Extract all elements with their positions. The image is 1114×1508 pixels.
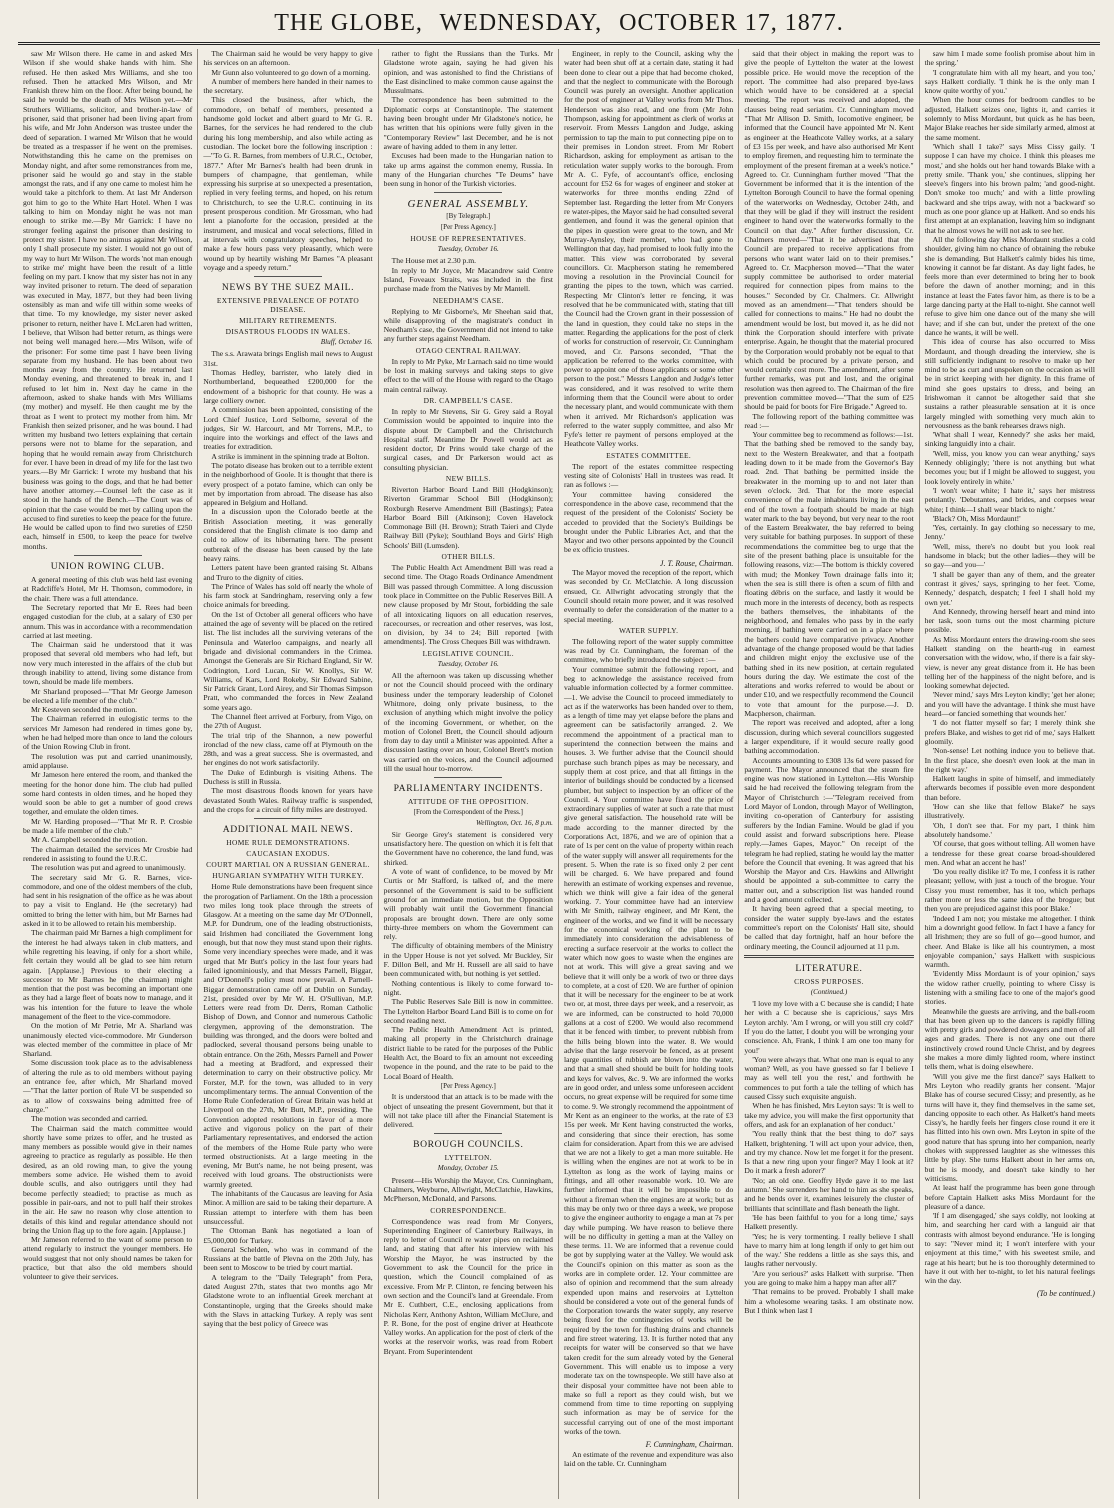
subheadline: OTHER BILLS. (441, 552, 496, 562)
subheadline: EXTENSIVE PREVALENCE OF POTATO DISEASE. (216, 296, 360, 315)
paragraph: rather to fight the Russians than the Turks. Mr Gladstone wrote again, saying he had given his opinion, and was astonished to find the Christians of the East disinclined to make common cause against the Mussulmans. (383, 49, 553, 96)
paragraph: Meanwhile the guests are arriving, and the ball-room that has been given up to the dancers is rapidly filling with pretty girls and powdered dowagers and men of all ages and grades. There is not any one out there instinctively crowd round Uncle Christ, and by degrees she makes a more dimly lighted room, where instinct tells them, what is doing elsewhere. (924, 1006, 1095, 1072)
paragraph: The Public Health Amendment Act is printed, making all property in the Christchurch drainage district liable to be rated for the purposes of the Public Health Act, the Board to fix an amount not exceeding twopence in the pound, and the rate to be paid to the Local Board of Health. (383, 1025, 553, 1081)
paragraph: saw Mr Wilson there. He came in and asked Mrs Wilson if she would shake hands with him. She refused. He then asked Mrs Williams, and she too refused. Then he attacked Mrs Wilson, and Mr Frankish threw him on the floor. After being bound, he said he would be the death of Mrs Wilson yet.—Mr Struthers Williams, solicitor, and brother-in-law of prisoner, said that prisoner had been living apart from his wife, and Mr John Anderson was trustee under the deed of separation. I warned Mr Wilson that he would be treated as a trespasser if he went on the premises. Notwithstanding this he came on the premises on Monday night, and after some remonstrances from me, prisoner said he would go and stay in the stable amongst the rats, and if any one came to molest him he would take a pitchfork to them. At last Mr Anderson got him to go to the White Hart Hotel. When I was talking to him on Monday night he was not man enough to strike me.—By Mr Garrick: I have no stronger feeling against the prisoner than desiring to protect my sister. I have no animus against Mr Wilson, only I shall prosecute my sister. I would not go out of my way to hurt Mr Wilson. The words 'not man enough to strike me' might have been the result of a little feeling on my part. I know that my sister has not in any way invited prisoner to return. The deed of separation was executed in May, 1877, but they had been living ostensibly as man and wife till within some weeks of that time. To my knowledge, my sister never asked prisoner to return, neither have I. McLaren had written, I believe, that Wilson had better return, as things were not being well managed here.—Mrs Wilson, wife of the prisoner: For some time past I have been living separate from my husband. He has been about two months away from the country. He returned last Monday evening, and threatened to break in, and I refused to let him in. Next day he came in the afternoon, asked to shake hands with Mrs Williams (my mother) and myself. He then caught me by the throat as I went to protect my mother from him. Mr Frankish then seized prisoner, and he was bound. I had written my husband two letters explaining that certain persons were not to blame for the separation, and hoping that he would remain away from Christchurch for ever. I have been in dread of my life for the last two years.—By Mr Garrick: I wrote my husband that his business was going to the dogs, and that he had better have another attorney.—Counsel left the case as it stood in the hands of the Bench.—The Court was of opinion that the case would be met by calling upon the accused to find sureties to keep the peace for the future. He would be called upon to find two sureties of £250 each, himself in £500, to keep the peace for twelve months. (23, 49, 193, 551)
paragraph: Mr Kesteven seconded the motion. (31, 705, 138, 715)
paragraph: 'I shall be gayer than any of them, and the greater contrast it gives,' says, springing to her feet. 'Come, Kennedy,' despatch, despatch; I feel I shall hold my own yet.' (924, 569, 1095, 607)
paragraph: The report was received and adopted, after a long discussion, during which several councillors suggested a larger expenditure, if it would secure really good bathing accommodation. (744, 718, 914, 756)
paragraph: 'I do not flatter myself so far; I merely think she prefers Blake, and wishes to get rid of me,' says Halkett gloomily. (924, 718, 1095, 746)
paragraph: Replying to Mr Gisborne's, Mr Sheehan said that, while disapproving of the magistrate's conduct in Needham's case, the Government did not intend to take any further steps against Needham. (383, 306, 553, 344)
paragraph: A telegram to the "Daily Telegraph" from Pera, dated August 27th, states that two months ago Mr Gladstone wrote to an influential Greek merchant at Constantinople, urging that the Greeks should make with the Slavs in attacking Turkey. A reply was sent saying that the best policy of Greece was (203, 1272, 373, 1329)
paragraph: 'Yes; he is very tormenting. I really believe I shall have to marry him at long length if only to get him out of the way.' She reddens a little as she says this, and laughs rather nervously. (744, 1231, 914, 1269)
paragraph: The Secretary reported that Mr E. Rees had been engaged custodian for the club, at a salary of £30 per annum. This was in accordance with a recommendation carried at last meeting. (23, 602, 193, 640)
paragraph: The motion was seconded and carried. (31, 1114, 148, 1124)
paragraph: Mr Gunn also volunteered to go down of a morning. (211, 67, 371, 77)
subheadline: HUNGARIAN SYMPATHY WITH TURKEY. (212, 871, 364, 881)
paragraph: The Chairman said the match committee would shortly have some prizes to offer, and he trusted as many members as possible would give in their names agreeing to practice as regularly as possible. He then desired, as an old rowing man, to give the young members some advice. He wished them to avoid double sculls, and also outriggers until they had become perfectly steadied; to practise as much as possible in pair-oars, and not to pull half their strokes in the air. He saw no reason why close attention to details of this kind and regular attendance should not bring the Union flag up to the fore again. [Applause.] (23, 1123, 193, 1235)
paragraph: The correspondence has been submitted to the Diplomatic corps at Constantinople. The statement having been brought under Mr Gladstone's notice, he has written that his opinions were fully given in the "Contemporary Review" last December, and he is not aware of having added to them in any letter. (383, 95, 553, 151)
bracket-note: [Per Press Agency.] (440, 1081, 496, 1090)
paragraph: 'How can she like that fellow Blake?' he says illustratively. (924, 802, 1095, 821)
paragraph: This closed the business, after which, the commodore, on behalf of members, presented a handsome gold locket and albert guard to Mr G. R. Barnes, for the services he had rendered to the club during his long membership, and also while acting as custodian. The locket bore the following inscription :—"To G. R. Barnes, from members of U.R.C., October, 1877." After Mr Barnes's health had been drunk in bumpers of champagne, that gentleman, while expressing his surprise at so unexpected a presentation, replied in very feeling terms, and hoped, on his return to Christchurch, to see the U.R.C. continuing in its present prosperous condition. Mr Grossman, who had lent a pianoforte for the occasion, presided at the instrument, and musical and vocal selections, filled in at intervals with congratulatory speeches, helped to make a few hours pass very pleasantly, which were wound up by heartily wishing Mr Barnes "A pleasant voyage and a speedy return." (203, 95, 373, 272)
subheadline: DR. CAMPBELL'S CASE. (423, 395, 514, 405)
paragraph: The most disastrous floods known for years have devastated South Wales. Railway traffic is suspended, and the crops for a circuit of fifty miles are destroyed. (203, 786, 373, 814)
paragraph: The Mayor moved the reception of the report, which was seconded by Cr. McClatchie. A long discussion ensued, Cr. Allwright advocating strongly that the Council should retain more power, and it was resolved eventually to defer the consideration of the matter to a special meeting. (563, 568, 734, 624)
paragraph: It having been agreed that a special meeting, to consider the water supply bye-laws and the estates committee's report on the Colonists' Hall site, should be called that day fortnight, half an hour before the ordinary meeting, the Council adjourned at 11 p.m. (744, 904, 914, 951)
divider (254, 276, 322, 277)
paragraph: At least half the programme has been gone through before Captain Halkett asks Miss Mordaunt for the pleasure of a dance. (924, 1183, 1095, 1211)
column-1 (18, 49, 198, 1499)
paragraph: The potato disease has broken out to a terrible extent in the neighborhood of Goole. It is thought that there is every prospect of a potato famine, which can only be met by importation from abroad. The disease has also appeared in Belgium and Holland. (203, 460, 373, 508)
paragraph: A commission has been appointed, consisting of the Lord Chief Justice, Lord Selborne, several of the judges, Sir W. Harcourt, and Mr Torrens, M.P., to inquire into the workings and effect of the laws and treaties for extradition. (203, 405, 373, 452)
to-be-continued: (To be continued.) (1036, 1289, 1095, 1299)
divider (434, 1133, 502, 1134)
paragraph: The chairman paid Mr Barnes a high compliment for the interest he had always taken in club matters, and while regretting his leaving, if only for a short while, felt certain they would all be glad to see him return again. [Applause.] Previous to their electing a successor to Mr Barnes he (the chairman) might mention that the post was becoming an important one as they had a large fleet of boats now to manage, and it was his intention for the future to leave the whole management of the fleet to the vice-commodore. (23, 928, 193, 1021)
paragraph: The following report of the bathing committee was read :— (744, 411, 914, 430)
headline-literature: LITERATURE. (795, 962, 863, 974)
paragraph: In reply to Mr Stevens, Sir G. Grey said a Royal Commission would be appointed to inquire into the dispute about Dr Campbell and the Christchurch Hospital staff. Meantime Dr Powell would act as resident doctor, Dr Prins would take charge of the surgical cases, and Dr Parkerson would act as consulting physician. (383, 406, 553, 472)
paragraph: The resolution was put and carried unanimously, amid applause. (23, 751, 193, 770)
dateline: Tuesday, October 16. (437, 659, 499, 668)
paragraph: Some discussion took place as to the advisableness of altering the rule as to old members without paying an entrance fee, after which, Mr Sharland moved—"That the latter portion of Rule VI be suspended so as to allow of coxswains being admitted free of charge." (23, 1058, 193, 1114)
paragraph: 'Oh, I don't see that. For my part, I think him absolutely handsome.' (924, 820, 1095, 839)
paragraph: Mr W. Harding proposed—"That Mr R. P. Crosbie be made a life member of the club." (23, 816, 193, 836)
paragraph: Correspondence was read from Mr Conyers, Superintending Engineer of Canterbury Railways, in reply to letter of Council re water pipes on reclaimed land, and stating that after his interview with his Worship the Mayor, he was instructed by the Government to ask the Council for the price in question, which the Council complained of as excessive. From Mr P. Clinton, re fencing between his own section and the Council's land at Greendale. From Mr E. Cuthbert, C.E., enclosing applications from Nicholas Kerr, Anthony Ashton, William McClure, and P. R. Bone, for the post of engine driver at Heathcote Valley works. An application for the post of clerk of the works at the reservoir works, was read from Robert Bryant. From Superintendent (383, 1216, 553, 1356)
paragraph: The Chairman referred in eulogistic terms to the services Mr Jameson had rendered in times gone by, when he had helped more than once to land the colours of the Union Rowing Club in front. (23, 714, 193, 752)
paper-name: THE GLOBE, (274, 10, 423, 36)
masthead (18, 8, 1100, 45)
paragraph: 'Evidently Miss Mordaunt is of your opinion,' says the widow rather cruelly, pointing to where Cissy is listening with a smiling face to one of the major's good stories. (924, 969, 1095, 1007)
paragraph: 'Do you really dislike it? To me, I confess it is rather pleasant; yellow, with just a touch of the brogue. Your Cissy you must remember, has it too, which perhaps rather more or less the same idea of the brogue; but then you are prejudiced against this poor Blake.' (924, 867, 1095, 914)
paragraph: 'Will you give me the first dance?' says Halkett to Mrs Leyton who readily grants her consent. 'Major Blake has of course secured Cissy; and presently, as he turns will have it, they find themselves in the same set, dancing opposite to each other. As Halkett's hand meets Cissy's, he hardly feels her fingers close round it ere it has flitted into his own own. Mrs Leyton in spite of the good nature that has sprung into her companion, nearly chokes with suppressed laughter as she witnesses this little by play. She turns Halkett about in her arms on, but he is moody, and doesn't take kindly to her witticisms. (924, 1071, 1095, 1183)
dateline: Monday, October 15. (437, 1164, 499, 1173)
subheadline: ATTITUDE OF THE OPPOSITION. (407, 797, 529, 807)
paragraph: Thomas Hedley, barrister, who lately died in Northumberland, bequeathed £200,000 for the endowment of a bishopric for that county. He was a large colliery owner. (203, 368, 373, 405)
headline-general-assembly: GENERAL ASSEMBLY. (407, 198, 530, 211)
subheadline: CROSS PURPOSES. (794, 976, 864, 986)
paragraph: 'I won't wear white; I hate it,' says her mistress petulantly. 'Debutantes, and brides, and corpses wear white; I think—I shall wear black to night.' (924, 485, 1095, 514)
paragraph: Mr Jameson referred to the want of some person to attend regularly to instruct the younger members. He would suggest that not only should names be taken for practice, but that also the old members should volunteer to give their services. (23, 1235, 193, 1282)
paragraph: The Duke of Edinburgh is visiting Athens. The Duchess is still in Russia. (203, 767, 373, 787)
paragraph: The House met at 2.30 p.m. (391, 256, 477, 266)
paragraph: The Channel fleet arrived at Forbury, from Vigo, on the 27th of August. (203, 712, 373, 731)
paragraph: On the 1st of October all general officers who have attained the age of seventy will be placed on the retired list. The list includes all the surviving veterans of the Peninsula and Waterloo campaigns, and nearly all brigade and divisional commanders in the Crimea. Amongst the Generals are Sir Richard England, Sir W. Codrington, Lord Lucan, Sir W. Knollys, Sir W. Williams, of Kars, Lord Rokeby, Sir Edward Sabine, Sir Patrick Grant, Lord Airey, and Sir Thomas Simpson Pratt, who commanded the forces in New Zealand some years ago. (203, 609, 373, 712)
divider (434, 777, 502, 778)
paragraph: 'What shall I wear, Kennedy?' she asks her maid, sinking languidly into a chair. (924, 430, 1095, 449)
column-6 (920, 49, 1100, 1499)
paragraph: The report of the estates committee respecting vesting site of Colonists' Hall in trustees was read. It ran as follows :— (563, 461, 734, 490)
paragraph: When he has finished, Mrs Leyton says: 'It is well to take my advice, you will make the first opportunity that offers, and ask for an explanation of her conduct.' (744, 1101, 914, 1129)
subheadline: WATER SUPPLY. (618, 625, 679, 635)
paragraph: In a discussion upon the Colorado beetle at the British Association meeting, it was generally considered that the English climate is too damp and cold to allow of its hibernating here. The present outbreak of the disease has been caused by the late heavy rains. (203, 507, 373, 563)
paragraph: A vote of want of confidence, to be moved by Mr Curtis or Mr Stafford, is talked of, and the mere personnel of the Government is said to be sufficient ground for an immediate motion, but the Opposition will probably wait until the Government financial proposals are brought down. There are only some thirty-three members on whom the Government can rely. (383, 867, 553, 942)
subheadline: OTAGO CENTRAL RAILWAY. (415, 345, 521, 355)
paragraph: The s.s. Arawata brings English mail news to August 31st. (203, 349, 373, 368)
divider (254, 818, 322, 819)
column-3 (379, 49, 559, 1499)
paragraph: 'Are you serious?' asks Halkett with surprise. 'Then you are going to make him a happy man after all?' (744, 1268, 914, 1287)
headline-union-rowing-club: UNION ROWING CLUB. (50, 561, 165, 573)
paragraph: The secretary said Mr G. R. Barnes, vice-commodore, and one of the oldest members of the club, had sent in his resignation of the office as he was about to pay a visit to England. He (the secretary) had omitted to bring the letter with him, but Mr Barnes had asked in it to be allowed to retain his membership. (23, 872, 193, 929)
paragraph: 'Indeed I am not; you mistake me altogether. I think him a downright good fellow. In fact I have a fancy for all Irishmen; they are so full of go—good humor, and cheer. And Blake is like all his countrymen, a most enjoyable companion,' says Halkett with suspicious warmth. (924, 913, 1095, 970)
subheadline: COURT MARTIAL ON A RUSSIAN GENERAL. (206, 860, 370, 870)
paragraph: 'Yes, certainly. In gay clothing so necessary to me, Jenny.' (924, 523, 1095, 542)
subheadline: HOME RULE DEMONSTRATIONS. (226, 838, 350, 848)
subheadline: LEGISLATIVE COUNCIL. (422, 648, 514, 658)
paragraph: As Miss Mordaunt enters the drawing-room she sees Halkett standing on the hearth-rug in earnest conversation with the widow, who, if there is a fair sky-view, is never any great distance from it. He has been telling her of the happiness of the night before, and is looking somewhat dejected. (924, 634, 1095, 691)
paragraph: 'You really think that the best thing to do?' says Halkett, brightening. 'I will act upon your advice, then, and try my chance. Now let me forget it for the present. Is that a new ring upon your finger? May I look at it? Do it mark a fresh adorer?' (744, 1129, 914, 1176)
paragraph: 'Non-sense! Let nothing induce you to believe that. In the first place, she doesn't even look at the man in the right way.' (924, 746, 1095, 774)
headline-suez-mail: NEWS BY THE SUEZ MAIL. (221, 282, 355, 294)
divider (744, 955, 913, 958)
paragraph: The inhabitants of the Caucasus are leaving for Asia Minor. A million are said to be taking their departure. A Russian attempt to interfere with them has been unsuccessful. (203, 1189, 373, 1226)
dateline: Tuesday, October 16. (437, 245, 499, 254)
paragraph: A general meeting of this club was held last evening at Radcliffe's Hotel, Mr H. Thomson, commodore, in the chair. There was a full attendance. (23, 575, 193, 603)
paper-date: OCTOBER 17, 1877. (619, 10, 844, 36)
dateline: Bluff, October 16. (320, 338, 373, 347)
paragraph: 'No; an old one. Geoffry Hyde gave it to me last autumn.' She surrenders her hand to him as she speaks, and he bends over it, examines leisurely the cluster of brilliants that scintillate and flash beneath the light. (744, 1175, 914, 1213)
divider (74, 555, 142, 556)
paragraph: Accounts amounting to £308 13s 6d were passed for payment. The Mayor announced that the steam fire engine was now stationed in Lyttelton.—His Worship said he had received the following telegram from the Mayor of Christchurch :—"Telegram received from Lord Mayor of London, through Mayor of Wellington, inviting co-operation of Canterbury for assisting sufferers by the Indian Famine. Would be glad if you could assist and forward subscriptions here. Please reply.—James Gapes, Mayor." On receipt of the telegram he had replied, stating he would lay the matter before the Council that evening. It was agreed that his Worship the Mayor and Crs. Hawkins and Allwright should be appointed a sub-committee to carry the matter out, and a subscription list was handed round and a good amount collected. (744, 755, 914, 905)
headline-borough-councils: BOROUGH COUNCILS. (413, 1139, 524, 1151)
paragraph: 'He has been faithful to you for a long time,' says Halkett presently. (744, 1212, 914, 1232)
paragraph: When the hour comes for bedroom candles to be adjusted, Halkett seizes one, lights it, and carries it solemnly to Miss Mordaunt, but quick as he has been, Major Blake reaches her side similarly armed, almost at the same moment. (924, 95, 1095, 142)
subheadline: CORRESPONDENCE. (430, 1205, 507, 1215)
paragraph: Your committee beg to recommend as follows:—1st. That the bathing shed be removed to the sandy bay, next to the Western Breakwater, and that a footpath leading down to it be made from the Governor's Bay road. 2nd. That bathing be permitted inside the breakwater in the morning up to and not later than seven o'clock. 3rd. That for the more especial convenience of the male inhabitants living in the east end of the town a footpath should be made at high water mark to the bay beyond, but very near to the root of the Eastern Breakwater, the bay referred to being very suitable for bathing purposes. In support of these recommendations the committee beg to urge that the site of the present bathing place is unsuitable for the following reasons, viz:—The bottom is thickly covered with mud; the Monkey Town drainage falls into it; when the sea is still there is often a scum of filth and floating débris on the surface, and lastly it would be much more in the interests of decency, both as respects the bathers themselves, the inhabitants of the neighborhood, and females who pass by in the early morning, if bathing were carried on in a place where the bathers could have comparative privacy. Another advantage of the change proposed would be that ladies and children might enjoy the exclusive use of the bathing shed in its new position, at certain regulated hours during the day. We estimate the cost of the alterations and works referred to would be about or under £10, and we respectfully recommend the Council to vote that amount for the purpose.—J. D. Macpherson, chairman. (744, 430, 914, 719)
bracket-note: [By Telegraph.] (446, 212, 491, 221)
continued-note: (Continued.) (810, 987, 848, 996)
paragraph: The Chairman said he understood that it was proposed that several old members who had left, but now very much interested in the affairs of the club but through inability to attend, living some distance from town, should be made life members. (23, 640, 193, 687)
paragraph: 'If I am disengaged,' she says coldly, not looking at him, and searching her card with a languid air that contrasts with almost beyond endurance. 'He is longing to say: "Never mind it; I won't interfere with your enjoyment at this time," with his sweetest smile, and rage at his heart; but he is too thoroughly determined to have it out with her to-night, to let his natural feelings win the day. (924, 1211, 1095, 1286)
paragraph: This idea of course has also occurred to Miss Mordaunt, and though dreading the interview, she is still sufficiently indignant to resolve to make up her mind to be as curt and unspoken on the occasion as will be in strict keeping with her dignity. In this frame of mind she goes upstairs to dress, and being an Irishwoman it cannot be altogether said that she sustains a rather pleasurable sensation at it is once largely mingled with something very much akin to nervousness as the bank rehearses draws nigh. (924, 337, 1095, 430)
paragraph: The difficulty of obtaining members of the Ministry in the Upper House is not yet solved. Mr Buckley, Sir F. Dillon Bell, and Mr H. Russell are all said to have been communicated with, but nothing is yet settled. (383, 941, 553, 979)
paragraph: said that their object in making the report was to give the people of Lyttelton the water at the lowest possible price. He would move the reception of the report. The committee had also prepared bye-laws which would have to be considered at a special meeting. The report was received and adopted, the clauses being read seriatim. Cr. Cunningham moved "That Mr Allison D. Smith, locomotive engineer, be informed that the Council have appointed Mr N. Kent as engineer at the Heathcote Valley works, at a salary of £3 15s per week, and have also authorised Mr Kent to employ firemen, and requesting him to terminate the employment of the present fireman at a week's notice." Agreed to. Cr. Cunningham further moved "That the Government be informed that it is the intention of the Lyttelton Borough Council to have the formal opening of the waterworks on Wednesday, October 24th, and that they will be glad if they will instruct the resident engineer to hand over the waterworks formally to the Council on that day." After further discussion, Cr. Chalmers moved—"That it be advertised that the Council are prepared to receive applications from persons who want water laid on to their premises." Agreed to. Cr. Macpherson moved—"That the water supply committee be authorised to order material required for connection pipes from mains to the houses." Seconded by Cr. Chalmers. Cr. Allwright moved as an amendment—"That tenders should be called for connections to mains." He had no doubt the amendment would be lost, but moved it, as he did not think the Corporation should interfere with private enterprise. Again, he thought that the material procured by the Corporation would probably not be equal to that which could be procured by a private person, and would certainly cost more. The amendment, after some further remarks, was put and lost, and the original resolution was then agreed to. The Chairman of the fire prevention committee moved—"That the sum of £25 should be paid for boots for Fire Brigade." Agreed to. (744, 49, 914, 412)
paragraph: The trial trip of the Shannon, a new powerful ironclad of the new class, came off at Plymouth on the 28th, and was a great success. She is overmasted, and her engines do not work satisfactorily. (203, 730, 373, 768)
paragraph: Mr A. Campbell seconded the motion. (31, 835, 148, 845)
paragraph: All the following day Miss Mordaunt studies a cold shoulder, giving him no chance of obtaining the rebuke she is demanding. But Halkett's calmly bides his time, knowing it cannot be far distant. As day light fades, he feels more than ever determined to bring her to book before the dawn of another morning; and in this instance at least the Fates favor him, as there is to be a large dancing party at the Hall to-night. She cannot well refuse to give him one dance out of the many she will have; and if she can but, under the pretext of the one dance he wants, it will be well. (924, 234, 1095, 337)
paragraph: Present—His Worship the Mayor, Crs. Cunningham, Chalmers, Weyburne, Allwright, McClatchie, Hawkins, McPherson, McDonald, and Parsons. (383, 1175, 553, 1204)
subheadline: LYTTELTON. (444, 1153, 493, 1163)
paragraph: 'Never mind,' says Mrs Leyton kindly; 'get her alone; and you will have the advantage. I think she must have heard—or fancied something that wounds her.' (924, 690, 1095, 719)
subheadline: CAUCASIAN EXODUS. (246, 849, 330, 859)
paragraph: A number of members here handed in their names to the secretary. (203, 76, 373, 96)
paragraph: The Ottoman Bank has negotiated a loan of £5,000,000 for Turkey. (203, 1226, 373, 1245)
paragraph: The Prince of Wales has sold off nearly the whole of his farm stock at Sandringham, reserving only a few choice animals for breeding. (203, 581, 373, 610)
subheadline: HOUSE OF REPRESENTATIVES. (410, 234, 527, 244)
subheadline: DISASTROUS FLOODS IN WALES. (225, 327, 351, 337)
paragraph: The Public Reserves Sale Bill is now in committee. The Lyttelton Harbor Board Land Bill is to come on for second reading next. (383, 997, 553, 1025)
subheadline: ESTATES COMMITTEE. (606, 450, 692, 460)
headline-additional-mail: ADDITIONAL MAIL NEWS. (222, 824, 354, 836)
paragraph: Riverton Harbor Board Land Bill (Hodgkinson); Riverton Grammar School Bill (Hodgkinson); Roxburgh Reserve Amendment Bill (Bastings); Patea Harbor Board Bill (Atkinson); Coven Havelock Commonage Bill (H. Brown); Strath Taieri and Clyde Railway Bill (Pyke); Southland Boys and Girls' High Schools' Bill (Lumsden). (383, 484, 553, 550)
paragraph: Excuses had been made to the Hungarian nation to take up arms against the common enemy, Russia. In many of the Hungarian churches "Te Deums" have been sung in honor of the Turkish victories. (383, 151, 553, 189)
bracket-note: [From the Correspondent of the Press.] (413, 808, 523, 817)
column-5 (739, 49, 919, 1499)
paragraph: 'Well, miss, there's no doubt but you look real handsome in black; but the other ladies—they will be so gay—and you—' (924, 541, 1095, 570)
paper-day: WEDNESDAY, (439, 10, 603, 36)
bracket-note: [Per Press Agency.] (440, 222, 496, 231)
paragraph: Sir George Grey's statement is considered very unsatisfactory here. The question on which it is felt that the Government have no coherence, the land fund, was shirked. (383, 829, 553, 867)
subheadline: MILITARY RETIREMENTS. (239, 316, 337, 326)
paragraph: Home Rule demonstrations have been frequent since the prorogation of Parliament. On the 18th a procession two miles long took place through the streets of Glasgow. At a meeting on the same day Mr O'Donnell, M.P. for Dundrum, one of the leading obstructionists, said Irishmen had conciliated the Government long enough, but that now they must stand upon their rights. Some very incendiary speeches were made, and it was urged that Mr Butt's policy in the last four years had failed ignominiously, and that Messrs Parnell, Biggar, and O'Donnell's policy must now prevail. A Parnell-Biggar demonstration came off at Dublin on Sunday, 21st, presided over by Mr W. H. O'Sullivan, M.P. Letters were read from Dr. Derrs, Roman Catholic Bishop of Down, and Connor and numerous Catholic clergymen, approving of the demonstration. The building was thronged, and the doors were bolted and padlocked, several thousand persons being unable to obtain entrance. On the 26th, Messrs Parnell and Power had a meeting at Bradford, and expressed their determination to carry on their obstructive policy. Mr Forster, M.P. for the town, was alluded to in very uncomplimentary terms. The annual Convention of the Home Rule Confederation of Great Britain was held at Liverpool on the 27th, Mr Butt, M.P., presiding. The Convention adopted resolutions in favor of a more active and vigorous policy on the part of their Parliamentary representatives, and endorsed the action of the members of the Home Rule party who were termed obstructionists. At a large meeting in the evening, Mr Butt's name, he not being present, was received with loud groans. The obstructionists were warmly greeted. (203, 882, 373, 1189)
paragraph: Mr Jameson here entered the room, and thanked the meeting for the honor done him. The club had pulled some hard contests in olden times, and he hoped they would soon be able to get a number of good crews together, and emulate the olden times. (23, 770, 193, 817)
paragraph: Your committee submit the following report, and beg to acknowledge the assistance received from valuable information collected by a former committee.—1. We advise the Council to proceed immediately to act as if the waterworks has been handed over to them, as a length of time may yet elapse before the plans and agreement can be satisfactorily arranged. 2. We recommend the appointment of a practical man to superintend the connection between the mains and houses. 3. We further advise that the Council should purchase such branch pipes as may be necessary, and supply them at cost price, and that all fittings in the interior of buildings should be conducted by a licensed plumber, but subject to inspection by an officer of the Council. 4. Your committee have fixed the price of extraordinary supplies of water at such a rate that must give general satisfaction. The household rate will be made according to the manner directed by the Corporations Act, 1876, and we are of opinion that a rate of 1s per cent on the value of property within reach of the water supply will answer all requirements for the present. 5. When the rate is so fixed only 2 per cent will be charged. 6. We have prepared and found herewith an estimate of working expenses and revenue, which we think will give a fair idea of the general working. 7. Your committee have had an interview with Mr Smith, railway engineer, and Mr Kent, the engineer of the works, and we find it will be necessary for the economical working of the plant to be immediately into consideration the advisableness of erecting a surface reservoir at the works to collect the water which now goes to waste when the engines are not at work. This will give a great saving and we believe that it will only be a work of two or three days to complete, at a cost of £20. We are further of opinion that it will be necessary for the engineer to be at work two or, at most, three days per week, and a reservoir, as we are informed, can be constructed to hold 70,000 gallons at a cost of £200. We would also recommend that it be fenced with timber, to prevent rubbish from the hills being blown into the water. 8. We would advise that the large reservoir be fenced, as at present large quantities of rubbish are blown into the water, and that a small shed should be built for holding tools and keys for valves, &c. 9. We are informed the works are in good order, and unless some unforeseen accident occurs, no great expense will be required for some time to come. 9. We strongly recommend the appointment of Mr Kent as an engineer to the works, at the rate of £3 15s per week. Mr Kent having constructed the works, and considering that since their erection, has some claim for consideration. Apart from this we are advised that we are not a likely to get a man more suitable. He is willing when the engines are not at work to be in Lyttelton as long as the work of laying mains or fittings, and all other reasonable work. 10. We are further informed that it will be impossible to do without a fireman when the engines are at work; but as this may be only two or three days a week, we propose to give the engineer authority to engage a man at 7s per day while pumping. We have reason to believe there will be no difficulty in getting a man at the Valley on these terms. 11. We are informed that a revenue could be got by supplying water at the Valley. We would ask the Council's opinion on this matter as soon as the works are in complete order. 12. Your committee are also of opinion and recommend that the sum already expended upon mains and reservoirs at Lyttelton should be considered a vote out of the general funds of the Corporation towards the water supply, any reserve being fixed for the contingencies of works will be required by the town for flushing drains and channels and fire street watering. 13. It is further noted that any receipts for water will be conserved so that we have taken credit for the sum already voted by the General Government. This will enable us to impose a very moderate tax on the townspeople. We still have also at their disposal your committee have not been able to make so full a report as they could wish, but we commend from time to time reporting on supplying such information as may be of service for the successful carrying out of one of the most important works of the town. (563, 664, 734, 1437)
paragraph: 'Black? Oh, Miss Mordaunt!' (932, 513, 1021, 523)
paragraph: Halkett laughs in spite of himself, and immediately afterwards becomes if possible even more despondent than before. (924, 774, 1095, 802)
paragraph: Letters patent have been granted raising St. Albans and Truro to the dignity of cities. (203, 563, 373, 582)
paragraph: General Schelden, who was in command of the Russians at the battle of Plevna on the 20th July, has been sent to Moscow to be tried by court martial. (203, 1244, 373, 1273)
paragraph: And Kennedy, throwing herself heart and mind into her task, soon turns out the most charming picture possible. (924, 606, 1095, 635)
paragraph: 'I congratulate him with all my heart, and you too,' says Halkett cordially. 'I think he is the only man I know quite worthy of you.' (924, 67, 1095, 96)
paragraph: Nothing contentious is likely to come forward to-night. (383, 978, 553, 997)
paragraph: 'That remains to be proved. Probably I shall make him a wholesome wearing tasks. I am obstinate now. But I think when last I (744, 1287, 914, 1315)
paragraph: It is understood that an attack is to be made with the object of unseating the present Government, but that it will not take place till after the Financial Statement is delivered. (383, 1092, 553, 1130)
paragraph: Your committee having considered the correspondence in the above case, recommend that the request of the president of the Colonists' Society be acceded to provided that the Society's Buildings be brought under the Public Libraries Act, and that the Mayor and two other persons appointed by the Council be ex officio trustees. (563, 489, 734, 555)
paragraph: 'I love my love with a C because she is candid; I hate her with a C because she is capricious,' says Mrs Leyton archly. 'Am I wrong, or will you still cry cold?' If you do the latter, I doubt you will be wronging your conscience. Ah, Frank, I think I am one too many for you!' (744, 999, 914, 1055)
paragraph: In reply to Mr Joyce, Mr Macandrew said Centre Island, Foveaux Straits, was included in the first purchase made from the Natives by Mr Mantell. (383, 265, 553, 294)
divider (434, 192, 502, 193)
signature: F. Cunningham, Chairman. (645, 1440, 734, 1450)
dateline: Wellington, Oct. 16, 8 p.m. (475, 818, 553, 827)
paragraph: The Public Health Act Amendment Bill was read a second time. The Otago Roads Ordinance Amendment Bill was passed through Committee. A long discussion took place in Committee on the Public Reserves Bill. A new clause proposed by Mr Stout, forbidding the sale of all intoxicating liquors on all education reserves, racecourses, or recreation and other reserves, was lost, on division, by 34 to 24; Bill reported [with amendments]. The Cross Cheques Bill was withdrawn. (383, 563, 553, 647)
subheadline: NEW BILLS. (445, 473, 491, 483)
paragraph: saw him I made some foolish promise about him in the spring.' (924, 49, 1095, 68)
paragraph: The Chairman said he would be very happy to give his services on an afternoon. (203, 49, 373, 68)
paragraph: In reply to Mr Pyke, Mr Larnach said no time would be lost in making surveys and taking steps to give effect to the will of the House with regard to the Otago main central railway. (383, 356, 553, 394)
signature: J. T. Rouse, Chairman. (659, 558, 734, 568)
headline-parliamentary-incidents: PARLIAMENTARY INCIDENTS. (393, 783, 543, 795)
paragraph: The resolution was put and agreed to unanimously. (31, 863, 186, 873)
paragraph: 'Well, miss, you know you can wear anything,' says Kennedy obligingly; 'there is not anything but what becomes you; but if I might be allowed to suggest, you look lovely entirely in white.' (924, 448, 1095, 486)
paragraph: On the motion of Mr Petrie, Mr A. Sharland was unanimously elected vice-commodore. Mr Gunderson was elected member of the committee in place of Mr Sharland. (23, 1021, 193, 1059)
paragraph: 'Of course, that goes without telling. All women have a tendresse for these great coarse broad-shouldered men. And what an accent he has!' (924, 839, 1095, 867)
column-4 (559, 49, 739, 1499)
paragraph: All the afternoon was taken up discussing whether or not the Council should proceed with the ordinary business under the temporary leadership of Colonel Whitmore, doing only private business, to the exclusion of anything which might involve the policy of the incoming Government, or whether, on the motion of Colonel Brett, the Council should adjourn from day to day until a Minister was appointed. After a discussion lasting over an hour, Colonel Brett's motion was carried on the voices, and the Council adjourned till the usual hour to-morrow. (383, 671, 553, 773)
paragraph: A strike is imminent in the spinning trade at Bolton. (211, 451, 370, 461)
subheadline: NEEDHAM'S CASE. (432, 295, 504, 305)
paragraph: Mr Sharland proposed—"That Mr George Jameson be elected a life member of the club." (23, 686, 193, 705)
columns (18, 49, 1100, 1499)
paragraph: 'You were always that. What one man is equal to any woman? Well, as you have guessed so far I believe I may as well tell you the rest,' and forthwith he commences to put forth a tale the telling of which has caused Cissy such exquisite anguish. (744, 1054, 914, 1102)
paragraph: Engineer, in reply to the Council, asking why the water had been shut off at a certain date, stating it had been done to clear out a pipe that had become choked, and that the neglect to communicate with the Borough Council was purely an oversight. Another application for the post of engineer at Valley works from Mr Thos. Henderson was also read, and one from (Mr John Thompson, asking for appointment as clerk of works at reservoir. From Messrs Langdon and Judge, asking permission to tap the main to put connecting pipe on to their premises in London street. From Mr Robert Richardson, asking for employment as artisan to the reticulation water supply works to the borough. From Mr A. C. Fyfe, of accountant's office, enclosing account for £52 6s for wages of engineer and stoker at waterworks for three months ending 22nd of September last. Regarding the letter from Mr Conyers re water-pipes, the Mayor said he had consulted several gentlemen, and found it was the general opinion that the pipes in question were great to the town, and Mr Murray-Aynsley, their member, who had gone to Wellington that day, had promised to look fully into the matter. This view was corroborated by several councillors. Cr. Macpherson stating he remembered moving a resolution in the Provincial Council for granting the pipes to the town, which was carried. Respecting Mr Clinton's letter re fencing, it was resolved that he be communicated with, stating that till the Council had the Crown grant in their possession of the land in question, they could take no steps in the matter. Regarding the applications for the post of clerk of works for construction of reservoir, Cr. Cunningham moved, and Cr. Parsons seconded, "That the application be referred to the works committee, with power to appoint one of those applicants or some other person to the post." Messrs Langdon and Judge's letter was considered, and it was resolved to write them informing them that the Council were about to order the necessary plant, and would communicate with them when it arrived. Mr Richardson's application was referred to the water supply committee, and also Mr Fyfe's letter re payment of persons employed at the Heathcote Valley works. (563, 49, 734, 449)
paragraph: The following report of the water supply committee was read by Cr. Cunningham, the foreman of the committee, who briefly introduced the subject :— (563, 636, 734, 665)
paragraph: The chairman detailed the services Mr Crosbie had rendered in assisting to found the U.R.C. (23, 844, 193, 863)
paragraph: An estimate of the revenue and expenditure was also laid on the table. Cr. Cunningham (563, 1449, 734, 1468)
column-2 (198, 49, 378, 1499)
paragraph: 'Which shall I take?' says Miss Cissy gaily. 'I suppose I can have my choice. I think this pleases me most,' and she holds out her hand towards Blake with a pretty smile. 'Thank you,' she continues, slipping her sleeve's fingers into his brown palm; 'and good-night. Don't smoke too much;' and with a little prowling backward and she trips away, with not a 'backward' so much as one poor glance up at Halkett. And so ends his first attempt at an explanation, leaving him so indignant that he almost vows he will not ask to see her. (924, 141, 1095, 235)
